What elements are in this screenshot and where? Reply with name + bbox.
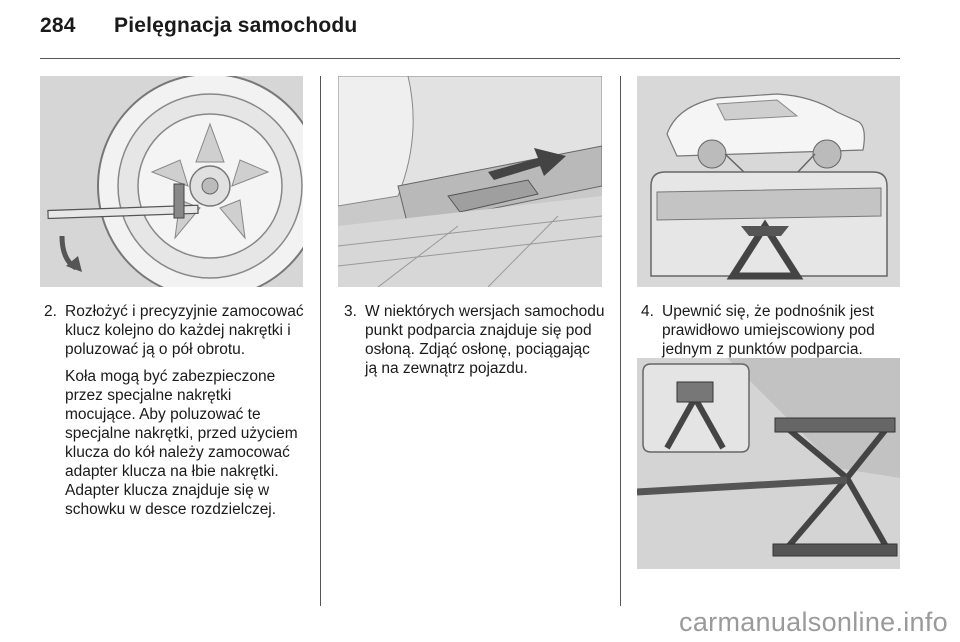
watermark-text: carmanualsonline.info xyxy=(679,607,948,637)
column-divider-2 xyxy=(620,76,621,606)
jack-detail-illustration xyxy=(637,358,900,569)
step-4-instruction xyxy=(641,302,903,359)
page-title: Pielęgnacja samochodu xyxy=(114,14,358,37)
step-4-number: 4. xyxy=(641,303,654,320)
step-2-instruction xyxy=(44,302,306,359)
step-2-note: Koła mogą być zabezpieczone przez specjalne nakrętki mocujące. Aby poluzować te specjalne nakrętki, przed użyciem klucza do kół należy zamocować adapter klucza na łbie nakrętki. Adapter klucza znajduje się w schowku w desce rozdzielczej. xyxy=(65,368,298,518)
page-header xyxy=(40,14,357,38)
step-3-instruction xyxy=(344,302,606,378)
step-2-number: 2. xyxy=(44,303,57,320)
header-rule xyxy=(40,58,900,59)
sill-cover-illustration xyxy=(338,76,602,287)
step-4-text: Upewnić się, że podnośnik jest prawidłowo umiejscowiony pod jednym z punktów podparcia. xyxy=(662,303,875,358)
step-3-number: 3. xyxy=(344,303,357,320)
step-3-text: W niektórych wersjach samochodu punkt podparcia znajduje się pod osłoną. Zdjąć osłonę, pociągając ją na zewnątrz pojazdu. xyxy=(365,303,605,377)
step-4 xyxy=(641,302,903,359)
car-on-jack-illustration xyxy=(637,76,900,287)
step-2-text: Rozłożyć i precyzyjnie zamocować klucz kolejno do każdej nakrętki i poluzować ją o pół obrotu. xyxy=(65,303,304,358)
page-number: 284 xyxy=(40,14,76,37)
column-divider-1 xyxy=(320,76,321,606)
wheel-wrench-illustration xyxy=(40,76,303,287)
step-3 xyxy=(344,302,606,378)
step-2 xyxy=(44,302,306,519)
